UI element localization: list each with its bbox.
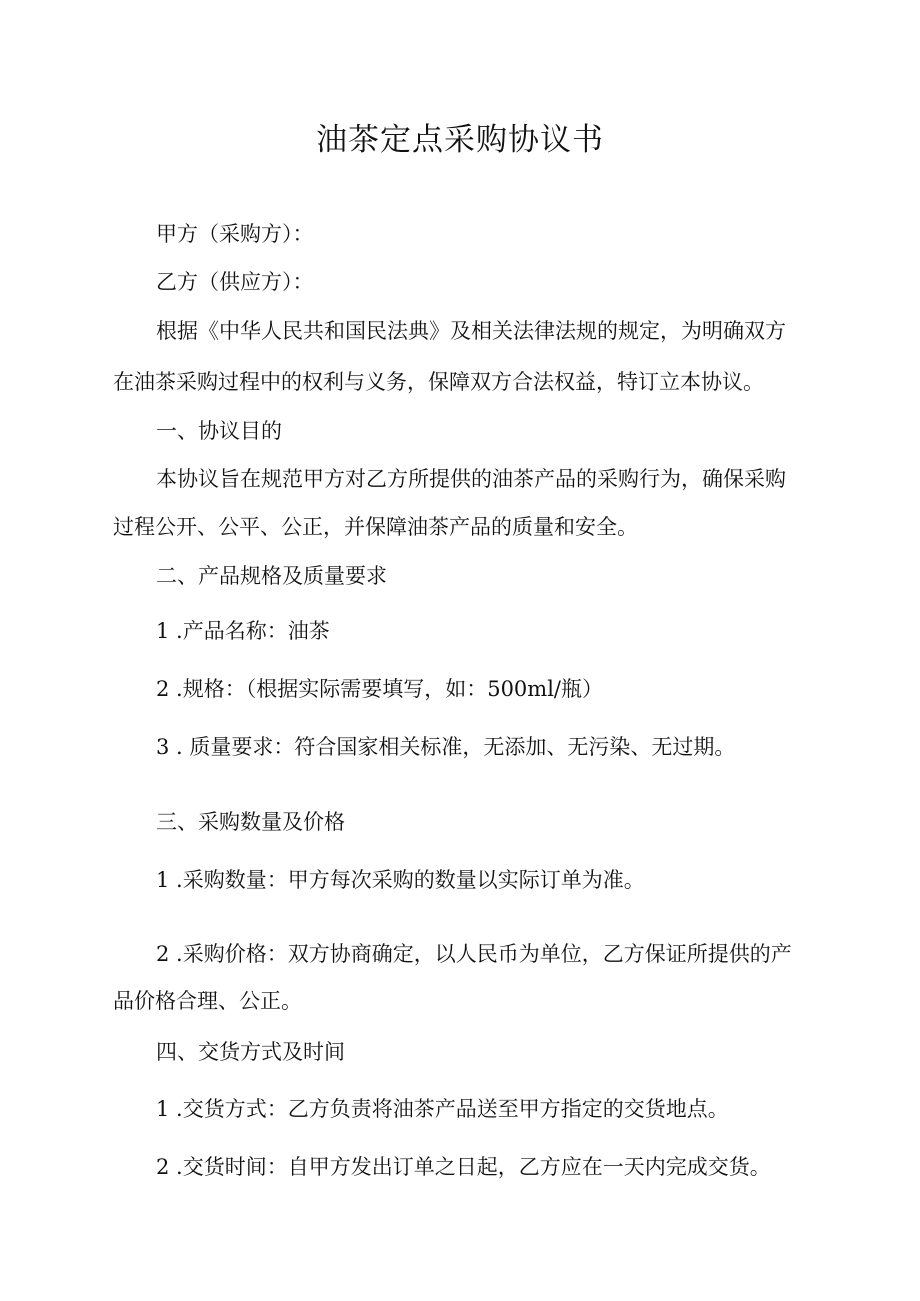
section-3-item-1: 1 .采购数量：甲方每次采购的数量以实际订单为准。 (156, 868, 645, 892)
section-2-heading: 二、产品规格及质量要求 (156, 564, 387, 588)
section-3-item-2-line-2: 品价格合理、公正。 (113, 989, 302, 1013)
section-1-heading: 一、协议目的 (156, 419, 282, 443)
section-3-item-2-line-1: 2 .采购价格：双方协商确定，以人民币为单位，乙方保证所提供的产 (156, 942, 792, 966)
preamble-line-2: 在油茶采购过程中的权利与义务，保障双方合法权益，特订立本协议。 (113, 370, 764, 394)
section-3-heading: 三、采购数量及价格 (156, 810, 345, 834)
preamble-line-1: 根据《中华人民共和国民法典》及相关法律法规的规定，为明确双方 (156, 319, 786, 343)
section-4-item-2: 2 .交货时间：自甲方发出订单之日起，乙方应在一天内完成交货。 (156, 1155, 771, 1179)
section-2-item-3: 3 . 质量要求：符合国家相关标准，无添加、无污染、无过期。 (156, 735, 736, 759)
section-2-item-1: 1 .产品名称：油茶 (156, 619, 330, 643)
section-1-line-2: 过程公开、公平、公正，并保障油茶产品的质量和安全。 (113, 515, 638, 539)
section-4-item-1: 1 .交货方式：乙方负责将油茶产品送至甲方指定的交货地点。 (156, 1097, 729, 1121)
section-1-line-1: 本协议旨在规范甲方对乙方所提供的油茶产品的采购行为，确保采购 (156, 467, 786, 491)
section-2-item-2: 2 .规格：（根据实际需要填写，如：500ml/瓶） (156, 677, 603, 701)
section-4-heading: 四、交货方式及时间 (156, 1040, 345, 1064)
document-title: 油茶定点采购协议书 (316, 122, 604, 158)
party-a-label: 甲方（采购方）： (156, 222, 314, 246)
party-b-label: 乙方（供应方）： (156, 270, 314, 294)
